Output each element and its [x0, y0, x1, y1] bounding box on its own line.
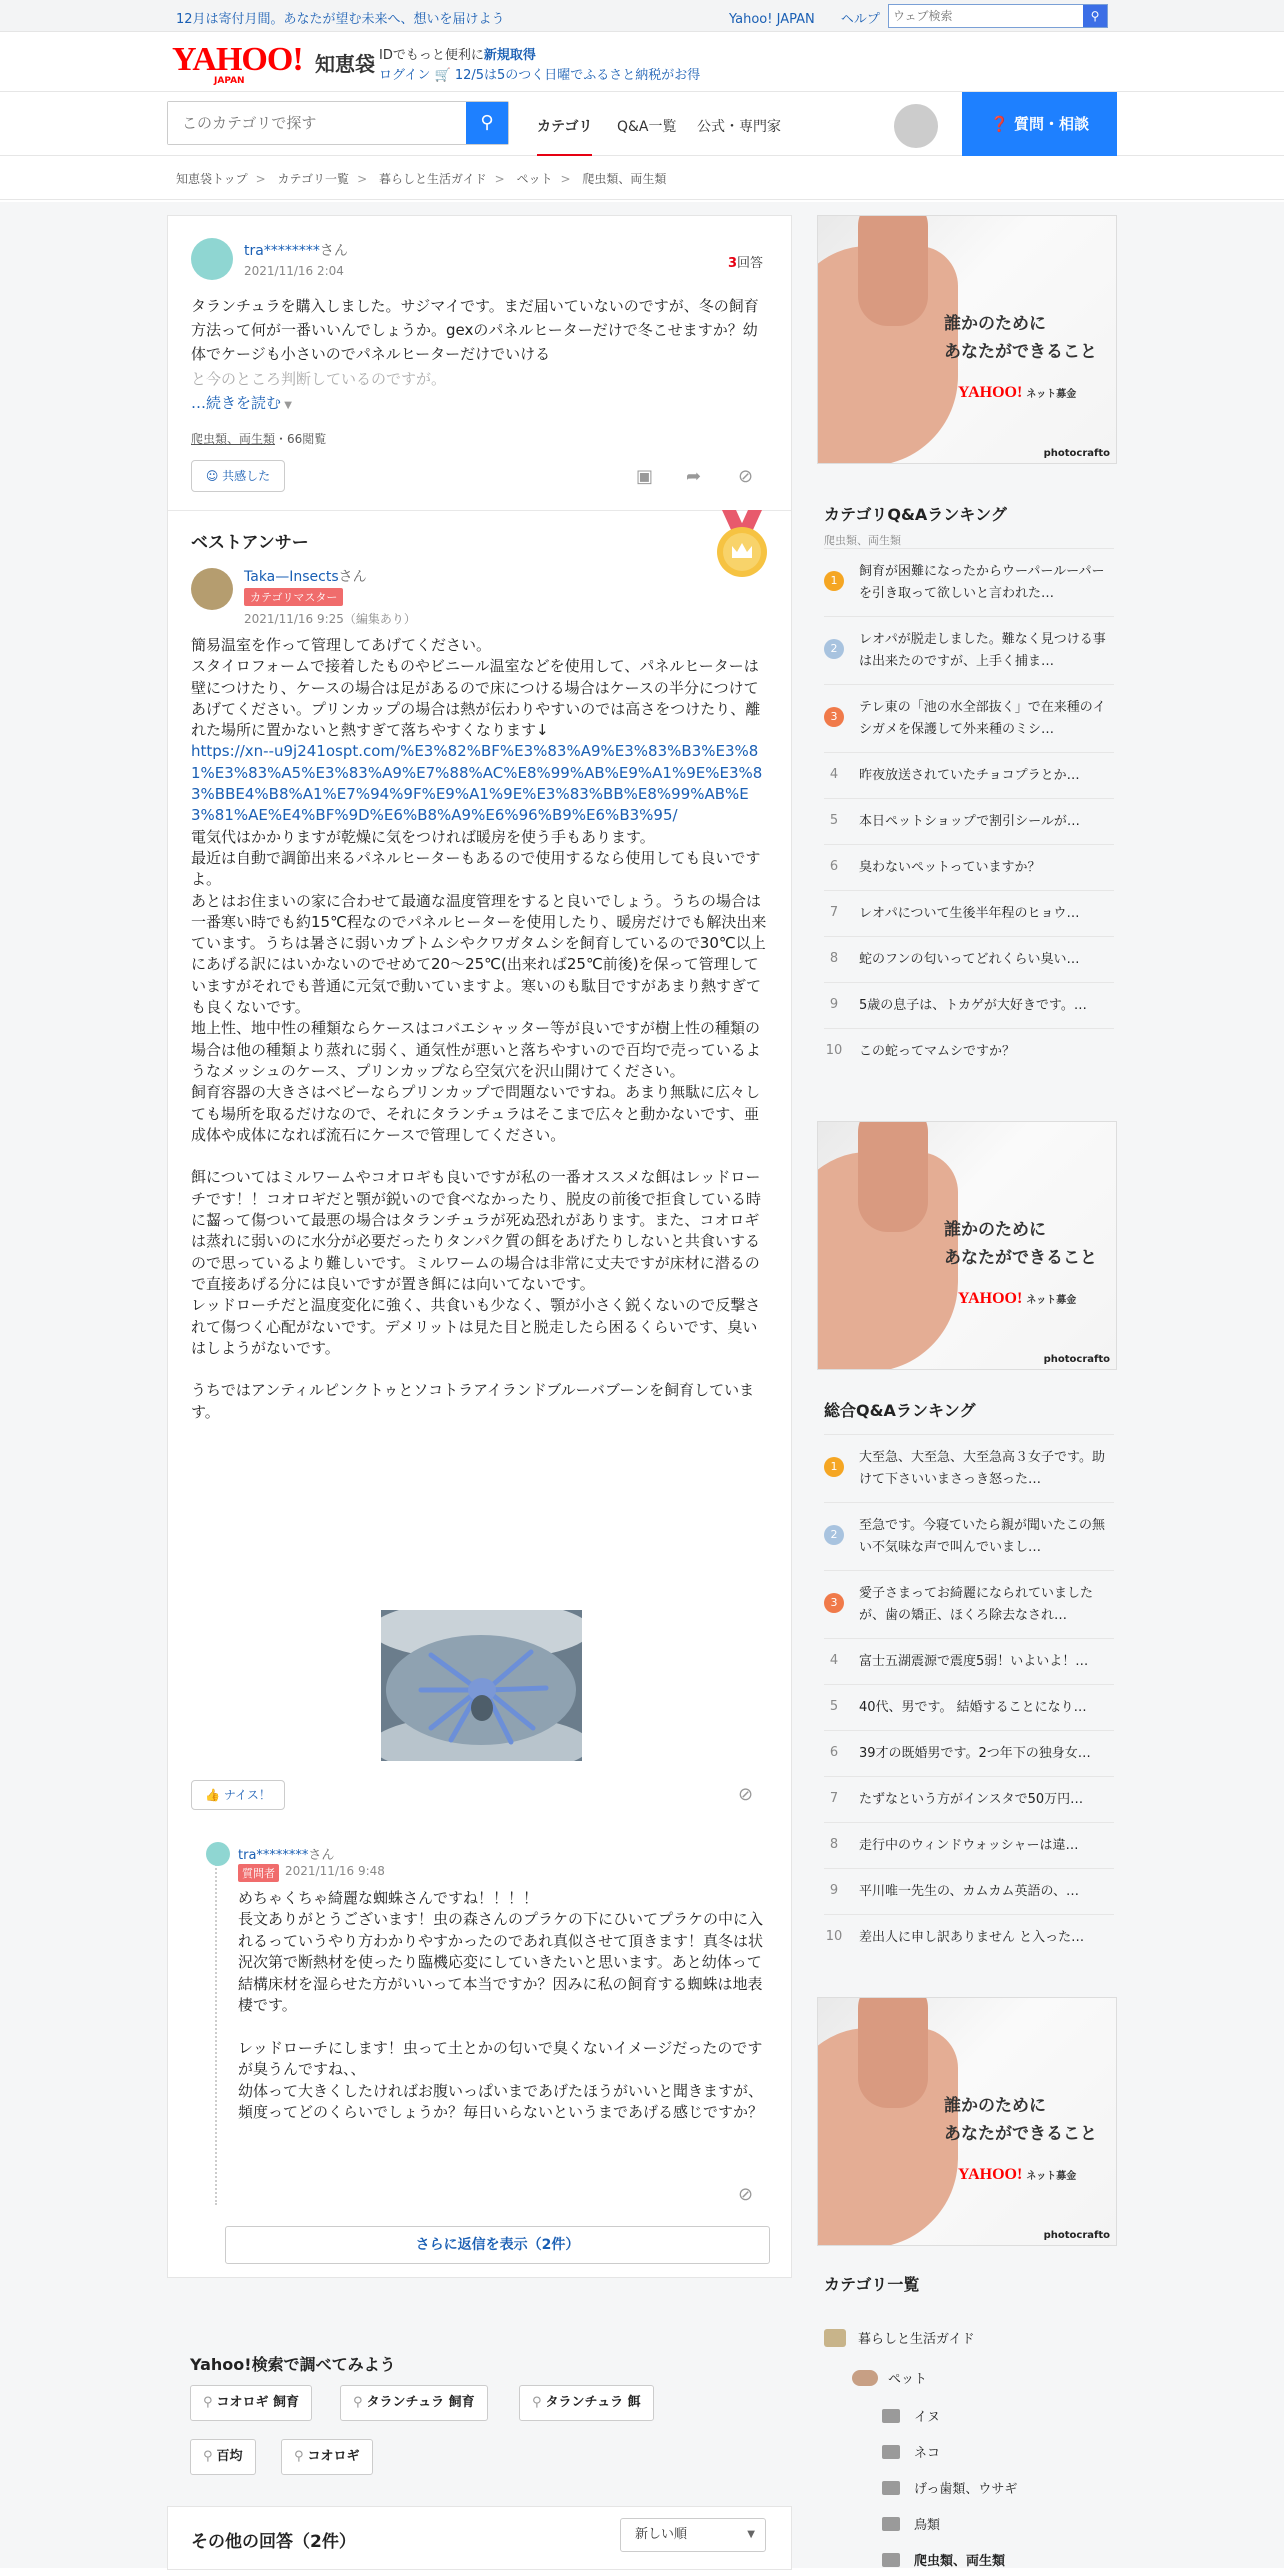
- ranking-item-title: 至急です。今寝ていたら親が聞いたこの無い不気味な声で叫んでいまし…: [859, 1518, 1105, 1555]
- ask-question-button[interactable]: [962, 92, 1117, 156]
- question-date: 2021/11/16 2:04: [244, 264, 344, 278]
- smile-icon: ☺: [205, 469, 223, 483]
- question-text-fade: と今のところ判断しているのですが。: [191, 370, 447, 388]
- answerer-name[interactable]: Taka—Insectsさん: [244, 569, 367, 585]
- rank-number: 7: [829, 1791, 839, 1806]
- chiebukuro-logo[interactable]: 知恵袋: [315, 52, 375, 76]
- category-ranking-sub: 爬虫類、両生類: [824, 534, 901, 547]
- tab-qa-list[interactable]: Q&A一覧: [617, 119, 677, 135]
- ad-text: 誰かのために あなたができること: [944, 314, 1097, 362]
- donation-ad[interactable]: [817, 1997, 1117, 2246]
- signup-link[interactable]: 新規取得: [483, 48, 536, 63]
- folder-icon: [882, 2481, 900, 2495]
- thumbs-up-icon: 👍: [205, 1788, 224, 1802]
- questioner-avatar[interactable]: [191, 238, 233, 280]
- answerer-avatar[interactable]: [191, 568, 233, 610]
- question-icon: ❓: [990, 115, 1014, 133]
- divider: [168, 510, 791, 511]
- ranking-item[interactable]: [824, 844, 1114, 890]
- donation-promo-link[interactable]: 12月は寄付月間。あなたが望む未来へ、想いを届けよう: [176, 12, 505, 27]
- pet-icon: [852, 2370, 878, 2386]
- folder-icon: [882, 2553, 900, 2567]
- crumb-top[interactable]: 知恵袋トップ: [176, 172, 248, 186]
- category-search: [167, 101, 509, 145]
- ranking-item[interactable]: [824, 890, 1114, 936]
- reply-user-name[interactable]: tra********さん: [238, 1848, 335, 1863]
- yahoo-logo[interactable]: YAHOO!: [172, 41, 303, 78]
- search-icon: ⚲: [353, 2395, 363, 2410]
- login-link[interactable]: ログイン: [379, 68, 431, 83]
- ranking-item-title: たずなという方がインスタで50万円…: [859, 1792, 1084, 1807]
- main-area: [0, 202, 1284, 2568]
- rank-number: 2: [824, 639, 844, 659]
- ranking-item[interactable]: [824, 1684, 1114, 1730]
- ask-question-label: 質問・相談: [1013, 115, 1089, 133]
- category-item-pet[interactable]: ペット: [852, 2368, 927, 2387]
- breadcrumb-bar: [0, 156, 1284, 200]
- search-chip[interactable]: ⚲ コオロギ 飼育: [190, 2385, 312, 2421]
- rank-number: 5: [829, 1699, 839, 1714]
- category-item-dog[interactable]: イヌ: [882, 2406, 940, 2425]
- ranking-item-title: 平川唯一先生の、カムカム英語の、…: [859, 1884, 1079, 1899]
- yahoo-japan-link[interactable]: Yahoo! JAPAN: [729, 12, 815, 27]
- ranking-item[interactable]: [824, 1914, 1114, 1960]
- ranking-item-title: この蛇ってマムシですか？: [859, 1044, 1016, 1059]
- ad-brand: YAHOO! ネット募金: [958, 384, 1077, 401]
- ranking-item-title: 蛇のフンの匂いってどれくらい臭い…: [859, 952, 1080, 967]
- block-icon[interactable]: ⊘: [738, 1784, 754, 1805]
- ranking-item[interactable]: [824, 1502, 1114, 1570]
- ad-credit: photocrafto: [1043, 448, 1110, 459]
- ad-credit: photocrafto: [1043, 1354, 1110, 1365]
- top-bar: [0, 0, 1284, 32]
- ranking-item[interactable]: [824, 548, 1114, 616]
- rank-number: 4: [829, 1653, 839, 1668]
- block-icon[interactable]: ⊘: [738, 466, 754, 487]
- answer-url-link[interactable]: https://xn--u9j241ospt.com/%E3%82%BF%E3%83%A9%E3%83%B3%E3%81%E3%83%A5%E3%83%A9%E7%88%AC%E8%99%AB%E9%A1%9E%E3%83%BBE4%B8%A1%E7%94%9F%E9%A1%9E%E3%83%BB%E8%99%AB%E3%81%AE%E4%BF%9D%E6%B8%A9%E6%96%B9%E6%B3%95/: [191, 742, 763, 825]
- category-search-input[interactable]: [168, 102, 466, 144]
- search-icon: ⚲: [532, 2395, 542, 2410]
- best-answer-title: ベストアンサー: [191, 533, 309, 553]
- web-search-box: [888, 4, 1108, 28]
- best-answer-medal-icon: [714, 510, 770, 580]
- nice-button[interactable]: 👍 ナイス！: [191, 1780, 285, 1810]
- search-chip[interactable]: ⚲ タランチュラ 飼育: [340, 2385, 488, 2421]
- show-more-replies-button[interactable]: さらに返信を表示（2件）: [225, 2226, 770, 2264]
- rank-number: 3: [824, 1593, 844, 1613]
- rank-number: 7: [829, 905, 839, 920]
- ranking-item-title: レオパが脱走しました。難なく見つける事は出来たのですが、上手く捕ま…: [859, 632, 1106, 669]
- tab-official-expert[interactable]: 公式・専門家: [697, 119, 781, 135]
- search-icon: ⚲: [480, 112, 494, 133]
- ranking-item-title: 臭わないペットっていますか？: [859, 860, 1041, 875]
- category-item-bird[interactable]: 鳥類: [882, 2514, 940, 2533]
- ranking-item[interactable]: [824, 1570, 1114, 1638]
- reply-date: 2021/11/16 9:48: [285, 1864, 385, 1878]
- ranking-item[interactable]: [824, 936, 1114, 982]
- search-chip[interactable]: ⚲ タランチュラ 餌: [519, 2385, 654, 2421]
- category-item-living[interactable]: 暮らしと生活ガイド: [824, 2328, 975, 2347]
- ranking-item-title: 39才の既婚男です。2つ年下の独身女…: [859, 1746, 1091, 1761]
- reply-thread-line: [215, 1857, 217, 2205]
- tarantula-photo[interactable]: [381, 1610, 582, 1761]
- chevron-down-icon: ▼: [281, 400, 292, 411]
- reply-text: めちゃくちゃ綺麗な蜘蛛さんですね！！！！ 長文ありがとうございます！虫の森さんのプラケの下にひいてプラケの中に入れるっていうやり方わかりやすかったのであれ真似させて頂きます！真冬は状況次第で断熱材を使ったり臨機応変にしていきたいと思います。あと幼体って結構床材を湿らせた方がいいって本当ですか？因みに私の飼育する蜘蛛は地表棲です。 レッドローチにします！虫って土とかの匂いで臭くないイメージだったのですが臭うんですね、、 幼体って大きくしたければお腹いっぱいまであげたほうがいいと聞きますが、頻度ってどのくらいでしょうか？毎日いらないというまであげる感じですか？: [238, 1889, 764, 2122]
- web-search-button[interactable]: [1083, 5, 1107, 27]
- category-link[interactable]: 爬虫類、両生類: [191, 432, 276, 446]
- share-icon[interactable]: ➦: [686, 466, 702, 487]
- crumb-pet[interactable]: ペット: [516, 172, 553, 186]
- signup-text: IDでもっと便利に: [379, 48, 484, 63]
- rank-number: 8: [829, 951, 839, 966]
- breadcrumb: 知恵袋トップ > カテゴリ一覧 > 暮らしと生活ガイド > ペット > 爬虫類、両生類: [176, 172, 667, 186]
- ranking-item[interactable]: [824, 1434, 1114, 1502]
- rank-number: 8: [829, 1837, 839, 1852]
- ad-brand: YAHOO! ネット募金: [958, 2166, 1077, 2183]
- rank-number: 3: [824, 707, 844, 727]
- yahoo-logo-sub: JAPAN: [214, 76, 245, 86]
- bookmark-icon[interactable]: ▣: [636, 466, 654, 487]
- ranking-item-title: 飼育が困難になったからウーパールーパーを引き取って欲しいと言われた…: [859, 564, 1105, 601]
- donation-ad[interactable]: [817, 215, 1117, 464]
- question-category: [191, 430, 326, 447]
- crumb-reptiles[interactable]: 爬虫類、両生類: [582, 172, 667, 186]
- category-master-badge: カテゴリマスター: [244, 588, 343, 606]
- category-item-cat[interactable]: ネコ: [882, 2442, 940, 2461]
- rank-number: 10: [825, 1043, 843, 1058]
- furusato-promo-link[interactable]: 🛒 12/5は5のつく日曜でふるさと納税がお得: [434, 68, 701, 83]
- ranking-item[interactable]: [824, 752, 1114, 798]
- search-chip[interactable]: ⚲ コオロギ: [281, 2439, 373, 2475]
- rank-number: 9: [829, 997, 839, 1012]
- search-icon: ⚲: [294, 2449, 304, 2464]
- view-count: ・66閲覧: [275, 432, 327, 446]
- ranking-item[interactable]: [824, 798, 1114, 844]
- ranking-item-title: 愛子さまってお綺麗になられていましたが、歯の矯正、ほくろ除去なされ…: [859, 1586, 1094, 1623]
- crumb-category-list[interactable]: カテゴリ一覧: [277, 172, 350, 186]
- answer-paragraph: 電気代はかかりますが乾燥に気をつければ暖房を使う手もあります。 最近は自動で調節出来るパネルヒーターもあるので使用するなら使用しても良いですよ。 あとはお住まいの家に合わせて最適な温度管理をすると良いでしょう。うちの場合は一番寒い時でも約15℃程なのでパネルヒーターを使用したり、暖房だけでも解決出来ています。うちは暑さに弱いカブトムシやクワガタムシを飼育しているので30℃以上にあげる訳にはいかないのでせめて20〜25℃(出来れば25℃前後)を保って管理していますがそれでも普通に元気で動いていますよ。寒いのも駄目ですがあまり熱すぎても良くないです。 地上性、地中性の種類ならケースはコバエシャッター等が良いですが樹上性の種類の場合は他の種類より蒸れに弱く、通気性が悪いと落ちやすいので百均で売っているようなメッシュのケース、プリンカップなら空気穴を沢山開けてください。 飼育容器の大きさはベビーならプリンカップで問題ないですね。あまり無駄に広々しても場所を取るだけなので、それにタランチュラはそこまで広々と動かないです、亜成体や成体になれば流石にケースで管理してください。 餌についてはミルワームやコオロギも良いですが私の一番オススメな餌はレッドローチです！！コオロギだと顎が鋭いので食べなかったり、脱皮の前後で拒食している時に齧って傷ついて最悪の場合はタランチュラが死ぬ恐れがあります。また、コオロギは蒸れに弱いのに水分が必要だったりタンパク質の餌をあげたりしないと共食いするので思っているより難しいです。ミルワームの場合は非常に丈夫ですが床材に潜るので直接あげる分には良いですが置き餌には向いてないです。 レッドローチだと温度変化に強く、共食いも少なく、顎が小さく鋭くないので反撃されて傷つく心配がないです。デメリットは見た目と脱走したら困るくらいです、臭いはしようがないです。 うちではアンティルピンクトゥとソコトラアイランドブルーバブーンを飼育しています。: [191, 827, 767, 1421]
- search-chip[interactable]: ⚲ 百均: [190, 2439, 256, 2475]
- ad-credit: photocrafto: [1043, 2230, 1110, 2241]
- overall-ranking-title: 総合Q&Aランキング: [824, 1401, 976, 1420]
- top-links: [729, 8, 902, 27]
- search-icon: ⚲: [1090, 9, 1100, 23]
- ranking-item-title: 本日ペットショップで割引シールが…: [859, 814, 1080, 829]
- ranking-item-title: テレ東の「池の水全部抜く」で在来種のイシガメを保護して外来種のミシ…: [859, 700, 1106, 737]
- category-item-rodent[interactable]: げっ歯類、ウサギ: [882, 2478, 1017, 2497]
- ranking-item[interactable]: [824, 684, 1114, 752]
- rank-number: 4: [829, 767, 839, 782]
- web-search-input[interactable]: [889, 5, 1083, 27]
- rank-number: 2: [824, 1525, 844, 1545]
- folder-icon: [882, 2517, 900, 2531]
- ranking-item-title: 富士五湖震源で震度5弱！いよいよ！…: [859, 1654, 1089, 1669]
- logo-area: [0, 32, 1284, 92]
- answer-paragraph: 簡易温室を作って管理してあげてください。 スタイロフォームで接着したものやビニール温室などを使用して、パネルヒーターは壁につけたり、ケースの場合は足があるので床につける場合はケースの半分につけてあげてください。プリンカップの場合は熱が伝わりやすいのでは高さをつけたり、離れた場所に置かないと熱すぎて落ちやすくなります↓: [191, 636, 761, 740]
- folder-icon: [882, 2445, 900, 2459]
- folder-icon: [882, 2409, 900, 2423]
- ranking-item[interactable]: [824, 616, 1114, 684]
- ranking-item-title: レオパについて生後半年程のヒョウ…: [859, 906, 1080, 921]
- category-search-button[interactable]: [466, 102, 508, 144]
- ranking-item[interactable]: [824, 1776, 1114, 1822]
- category-ranking-title: カテゴリQ&Aランキング: [824, 505, 1007, 524]
- ranking-item-title: 差出人に申し訳ありません と入った…: [859, 1930, 1085, 1945]
- reply-avatar[interactable]: [206, 1842, 230, 1866]
- category-list-title: カテゴリ一覧: [824, 2275, 920, 2294]
- yahoo-search-title: Yahoo!検索で調べてみよう: [190, 2355, 396, 2374]
- sort-select[interactable]: 新しい順 ▼: [620, 2518, 766, 2552]
- block-icon[interactable]: ⊘: [738, 2184, 754, 2205]
- ranking-item[interactable]: [824, 982, 1114, 1028]
- question-text: タランチュラを購入しました。サジマイです。まだ届いていないのですが、冬の飼育方法って何が一番いいんでしょうか。gexのパネルヒーターだけで冬こせますか？幼体でケージも小さいのでパネルヒーターだけでいける: [191, 297, 759, 363]
- rank-number: 1: [824, 1457, 844, 1477]
- ranking-item-title: 40代、男です。 結婚することになり…: [859, 1700, 1087, 1715]
- category-item-reptile[interactable]: 爬虫類、両生類: [882, 2550, 1005, 2569]
- empathy-button[interactable]: ☺ 共感した: [191, 460, 285, 492]
- other-answers-title: その他の回答（2件）: [191, 2532, 356, 2552]
- ranking-item[interactable]: [824, 1822, 1114, 1868]
- crumb-living[interactable]: 暮らしと生活ガイド: [378, 172, 487, 186]
- rank-number: 9: [829, 1883, 839, 1898]
- help-link[interactable]: ヘルプ: [840, 12, 880, 27]
- search-icon: ⚲: [203, 2449, 213, 2464]
- rank-number: 6: [829, 859, 839, 874]
- user-avatar[interactable]: [894, 104, 938, 148]
- signup-line: [379, 44, 536, 63]
- read-more-link[interactable]: …続きを読む ▼: [191, 394, 292, 412]
- tab-category[interactable]: カテゴリ: [537, 116, 592, 157]
- ranking-item-title: 走行中のウィンドウォッシャーは違…: [859, 1838, 1079, 1853]
- rank-number: 1: [824, 571, 844, 591]
- rank-number: 5: [829, 813, 839, 828]
- questioner-name[interactable]: tra********さん: [244, 243, 348, 259]
- question-card: [167, 215, 792, 2278]
- ad-brand: YAHOO! ネット募金: [958, 1290, 1077, 1307]
- chevron-down-icon: ▼: [747, 2529, 755, 2540]
- rank-number: 6: [829, 1745, 839, 1760]
- ranking-item-title: 昨夜放送されていたチョコプラとか…: [859, 768, 1080, 783]
- ranking-item-title: 大至急、大至急、大至急高３女子です。助けて下さいいまさっき怒った…: [859, 1450, 1105, 1487]
- living-icon: [824, 2329, 846, 2347]
- search-icon: ⚲: [203, 2395, 213, 2410]
- other-answers-card: [167, 2506, 792, 2570]
- rank-number: 10: [825, 1929, 843, 1944]
- ranking-item-title: 5歳の息子は、トカゲが大好きです。…: [859, 998, 1087, 1013]
- best-answer-body: [191, 635, 771, 1423]
- answer-date: 2021/11/16 9:25（編集あり）: [244, 612, 416, 626]
- ranking-item[interactable]: [824, 1638, 1114, 1684]
- ranking-item[interactable]: [824, 1868, 1114, 1914]
- donation-ad[interactable]: [817, 1121, 1117, 1370]
- nav-bar: [0, 92, 1284, 156]
- ranking-item[interactable]: [824, 1028, 1114, 1074]
- ad-text: 誰かのために あなたができること: [944, 1220, 1097, 1268]
- ranking-item[interactable]: [824, 1730, 1114, 1776]
- questioner-badge: 質問者: [238, 1864, 279, 1882]
- answer-count: 3回答: [728, 256, 764, 271]
- login-line: [379, 64, 700, 83]
- ad-text: 誰かのために あなたができること: [944, 2096, 1097, 2144]
